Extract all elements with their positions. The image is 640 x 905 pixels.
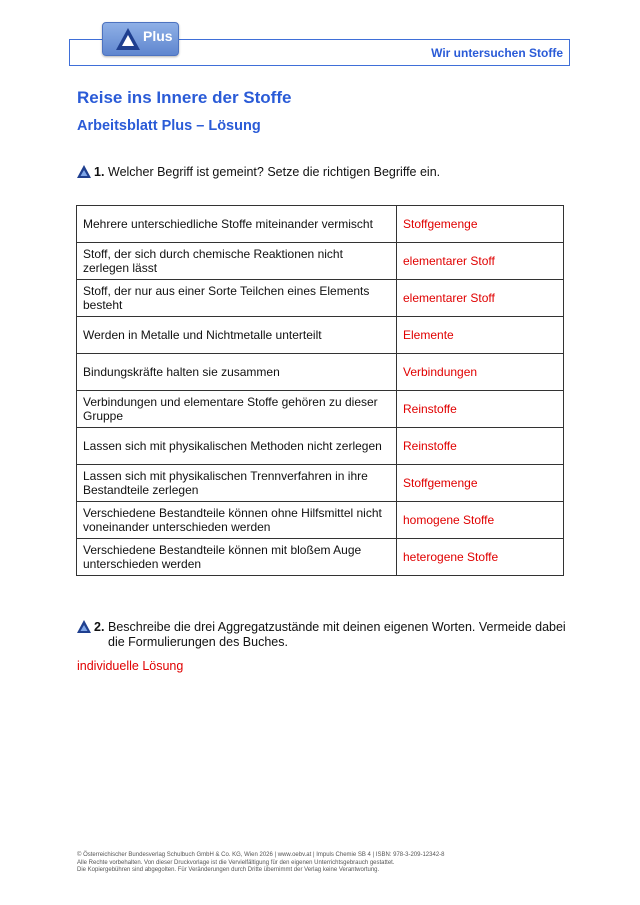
table-row xyxy=(77,206,564,243)
task-2-text: Beschreibe die drei Aggregatzustände mit deinen eigenen Worten. Vermeide dabei die Formulierungen des Buches. xyxy=(108,620,566,649)
table-row xyxy=(77,280,564,317)
task-1-text: Welcher Begriff ist gemeint? Setze die richtigen Begriffe ein. xyxy=(108,165,441,179)
table-row xyxy=(77,391,564,428)
question-cell: Stoff, der sich durch chemische Reaktionen nicht zerlegen lässt xyxy=(77,243,397,280)
footer-line: Alle Rechte vorbehalten. Von dieser Druckvorlage ist die Vervielfältigung für den eigenen Unterrichtsgebrauch gestattet. xyxy=(77,859,395,866)
page-title: Reise ins Innere der Stoffe xyxy=(77,88,292,107)
page-subtitle: Arbeitsblatt Plus – Lösung xyxy=(77,118,261,134)
question-cell: Lassen sich mit physikalischen Methoden nicht zerlegen xyxy=(77,428,397,465)
footer xyxy=(77,852,445,875)
table-row xyxy=(77,354,564,391)
question-cell: Werden in Metalle und Nichtmetalle unterteilt xyxy=(77,317,397,354)
table-row xyxy=(77,539,564,576)
question-cell: Mehrere unterschiedliche Stoffe miteinander vermischt xyxy=(77,206,397,243)
answer-cell: Stoffgemenge xyxy=(397,206,564,243)
question-cell: Verschiedene Bestandteile können mit bloßem Auge unterschieden werden xyxy=(77,539,397,576)
question-cell: Lassen sich mit physikalischen Trennverfahren in ihre Bestandteile zerlegen xyxy=(77,465,397,502)
answer-cell: elementarer Stoff xyxy=(397,243,564,280)
header-title: Wir untersuchen Stoffe xyxy=(431,46,563,60)
question-cell: Bindungskräfte halten sie zusammen xyxy=(77,354,397,391)
question-cell: Verbindungen und elementare Stoffe gehören zu dieser Gruppe xyxy=(77,391,397,428)
table-row xyxy=(77,428,564,465)
table-row xyxy=(77,317,564,354)
answer-cell: homogene Stoffe xyxy=(397,502,564,539)
triangle-plus-icon xyxy=(77,165,91,178)
footer-line: © Österreichischer Bundesverlag Schulbuch GmbH & Co. KG, Wien 2026 | www.oebv.at | Impuls Chemie SB 4 | ISBN: 978-3-209-12342-8 xyxy=(77,852,445,858)
footer-line: Die Kopiergebühren sind abgegolten. Für Veränderungen durch Dritte übernimmt der Verlag keine Verantwortung. xyxy=(77,867,380,873)
answer-cell: Reinstoffe xyxy=(397,428,564,465)
answer-cell: elementarer Stoff xyxy=(397,280,564,317)
task-1-number: 1. xyxy=(94,165,105,179)
answer-cell: Elemente xyxy=(397,317,564,354)
plus-logo xyxy=(102,22,179,56)
task-2-solution: individuelle Lösung xyxy=(77,659,184,673)
task-1 xyxy=(77,165,557,180)
table-row xyxy=(77,502,564,539)
triangle-logo-icon xyxy=(115,27,141,51)
question-cell: Stoff, der nur aus einer Sorte Teilchen eines Elements besteht xyxy=(77,280,397,317)
table-row xyxy=(77,243,564,280)
table-row xyxy=(77,465,564,502)
answer-cell: Stoffgemenge xyxy=(397,465,564,502)
triangle-plus-icon xyxy=(77,620,91,633)
question-cell: Verschiedene Bestandteile können ohne Hilfsmittel nicht voneinander unterschieden werden xyxy=(77,502,397,539)
answer-cell: Verbindungen xyxy=(397,354,564,391)
task-2-number: 2. xyxy=(94,620,105,634)
answer-cell: heterogene Stoffe xyxy=(397,539,564,576)
logo-text: Plus xyxy=(143,28,173,44)
answers-table xyxy=(76,205,564,576)
answer-cell: Reinstoffe xyxy=(397,391,564,428)
task-2 xyxy=(77,620,567,650)
